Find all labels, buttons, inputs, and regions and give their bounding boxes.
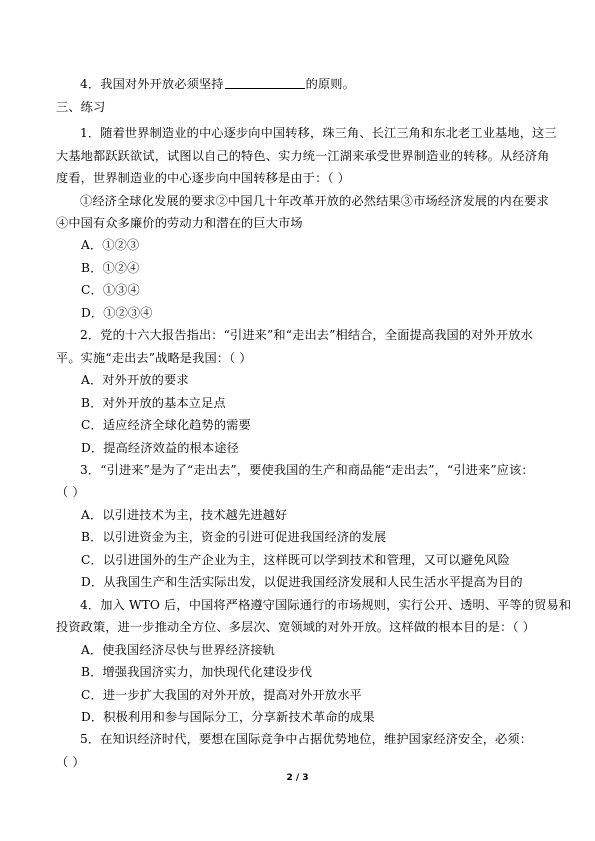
- q1-stem-line-1: 1．随着世界制造业的中心逐步向中国转移，珠三角、长江三角和东北老工业基地，这三: [80, 126, 557, 140]
- q2-option-b: B．对外开放的基本立足点: [81, 396, 226, 410]
- q1-option-b: B．①②④: [81, 261, 140, 275]
- q5-stem-line-2: （ ）: [56, 755, 85, 769]
- q2-option-c: C．适应经济全球化趋势的需要: [81, 418, 251, 432]
- q3-stem-line-1: 3．“引进来”是为了“走出去”，要使我国的生产和商品能“走出去”，“引进来”应该：: [80, 463, 534, 477]
- q5-stem-line-1: 5．在知识经济时代，要想在国际竞争中占据优势地位，维护国家经济安全，必须：: [80, 732, 533, 746]
- q3-option-a: A．以引进技术为主，技术越先进越好: [81, 508, 288, 522]
- q1-stem-line-3: 度看，世界制造业的中心逐步向中国转移是由于：（ ）: [56, 171, 351, 185]
- q2-option-a: A．对外开放的要求: [81, 373, 189, 387]
- review-question-4-text: 4．我国对外开放必须坚持: [80, 77, 224, 91]
- q4-option-c: C．进一步扩大我国的对外开放，提高对外开放水平: [81, 688, 362, 702]
- q4-option-a: A．使我国经济尽快与世界经济接轨: [81, 643, 276, 657]
- q4-stem-line-2: 投资政策，进一步推动全方位、多层次、宽领域的对外开放。这样做的根本目的是：（ ）: [56, 620, 536, 634]
- q1-stem-line-2: 大基地都跃跃欲试，试图以自己的特色、实力统一江湖来承受世界制造业的转移。从经济角: [56, 149, 550, 163]
- q1-option-a: A．①②③: [81, 238, 140, 252]
- page-number: 2 / 3: [286, 773, 309, 783]
- q2-stem-line-1: 2．党的十六大报告指出：“引进来”和“走出去”相结合，全面提高我国的对外开放水: [80, 328, 533, 342]
- q1-items-line-2: ④中国有众多廉价的劳动力和潜在的巨大市场: [56, 216, 303, 230]
- q4-option-d: D．积极利用和参与国际分工，分享新技术革命的成果: [81, 710, 375, 724]
- q2-option-d: D．提高经济效益的根本途径: [81, 441, 239, 455]
- q4-stem-line-1: 4．加入 WTO 后，中国将严格遵守国际通行的市场规则，实行公开、透明、平等的贸易和: [80, 598, 572, 612]
- review-question-4: [80, 76, 580, 92]
- q3-option-b: B．以引进资金为主，资金的引进可促进我国经济的发展: [81, 530, 387, 544]
- section-title: 三、练习: [56, 100, 106, 114]
- q3-stem-line-2: （ ）: [56, 485, 85, 499]
- q2-stem-line-2: 平。实施“走出去”战略是我国：（ ）: [56, 351, 252, 365]
- q1-items-line-1: ①经济全球化发展的要求②中国几十年改革开放的必然结果③市场经济发展的内在要求: [80, 194, 549, 208]
- q3-option-d: D．从我国生产和生活实际出发，以促进我国经济发展和人民生活水平提高为目的: [81, 575, 523, 589]
- q3-option-c: C．以引进国外的生产企业为主，这样既可以学到技术和管理，又可以避免风险: [81, 553, 510, 567]
- q4-option-b: B．增强我国济实力，加快现代化建设步伐: [81, 665, 313, 679]
- q1-option-c: C．①③④: [81, 283, 140, 297]
- fill-in-blank: [225, 76, 305, 89]
- q1-option-d: D．①②③④: [81, 306, 153, 320]
- review-question-4-end: 的原则。: [305, 77, 355, 91]
